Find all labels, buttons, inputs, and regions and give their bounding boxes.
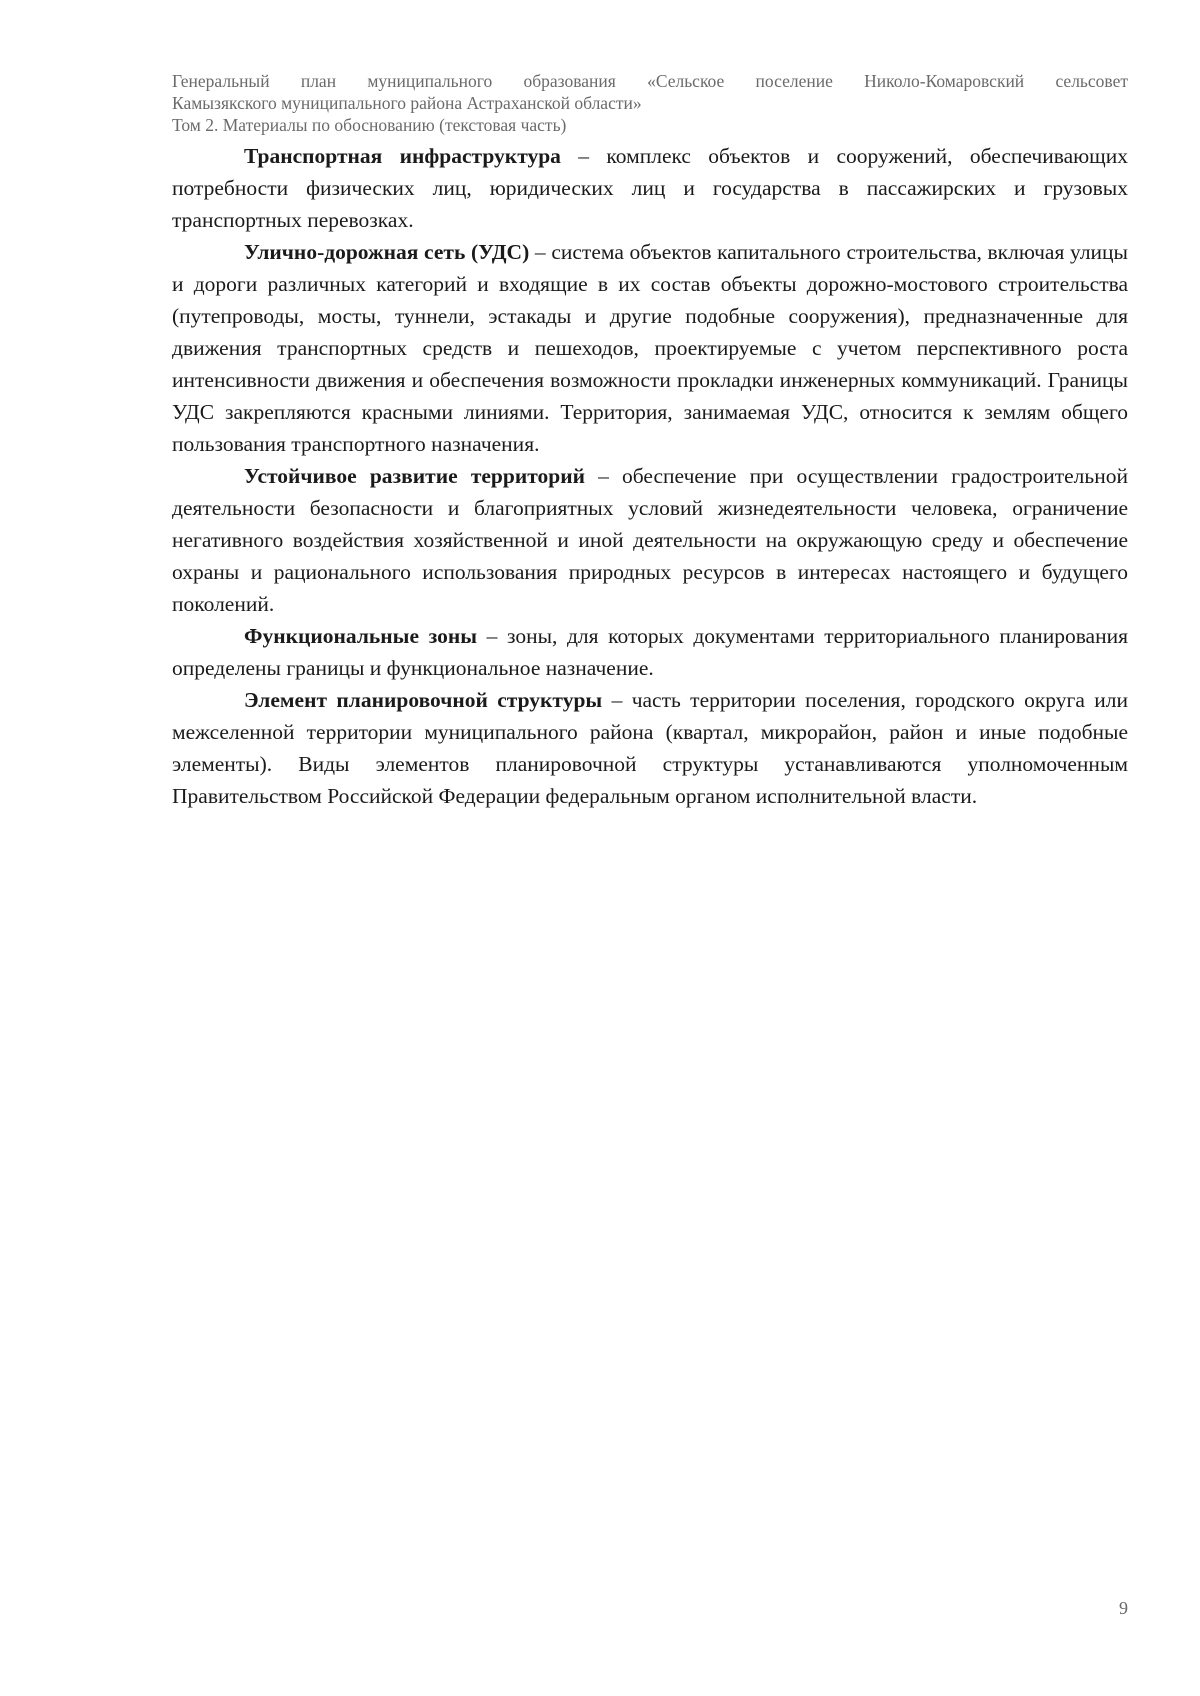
definition-text: – система объектов капитального строительства, включая улицы и дороги различных категорий и входящие в их состав объекты дорожно-мостового строительства (путепроводы, мосты, туннели, эстакады и другие подобные сооружения), предназначенные для движения транспортных средств и пешеходов, проектируемые с учетом перспективного роста интенсивности движения и обеспечения возможности прокладки инженерных коммуникаций. Границы УДС закрепляются красными линиями. Территория, занимаемая УДС, относится к землям общего пользования транспортного назначения. — [172, 240, 1129, 456]
definition-term: Транспортная инфраструктура — [244, 144, 561, 168]
definition-text: – комплекс объектов и сооружений, обеспечивающих потребности физических лиц, юридических лиц и государства в пассажирских и грузовых транспортных перевозках. — [172, 144, 1128, 232]
document-body — [172, 140, 1128, 812]
definition-term: Устойчивое развитие территорий — [244, 464, 585, 488]
page-number: 9 — [1119, 1598, 1128, 1618]
definition-term: Элемент планировочной структуры — [244, 688, 603, 712]
running-header — [172, 70, 1128, 136]
definition-paragraph — [172, 684, 1128, 812]
definition-text: – часть территории поселения, городского округа или межселенной территории муниципального района (квартал, микрорайон, район и иные подобные элементы). Виды элементов планировочной структуры устанавливаются уполномоченным Правительством Российской Федерации федеральным органом исполнительной власти. — [172, 688, 1128, 808]
definition-term: Функциональные зоны — [244, 624, 478, 648]
definition-paragraph — [172, 140, 1128, 236]
definition-paragraph — [172, 460, 1128, 620]
definition-text: – обеспечение при осуществлении градостроительной деятельности безопасности и благоприятных условий жизнедеятельности человека, ограничение негативного воздействия хозяйственной и иной деятельности на окружающую среду и обеспечение охраны и рационального использования природных ресурсов в интересах настоящего и будущего поколений. — [172, 464, 1128, 616]
definition-term: Улично-дорожная сеть (УДС) — [244, 240, 530, 264]
header-line-3: Том 2. Материалы по обоснованию (текстовая часть) — [172, 115, 567, 135]
definition-paragraph — [172, 236, 1128, 460]
header-line-2: Камызякского муниципального района Астраханской области» — [172, 93, 642, 113]
header-line-1: Генеральный план муниципального образования «Сельское поселение Николо-Комаровский сельсовет — [172, 71, 1128, 91]
definition-text: – зоны, для которых документами территориального планирования определены границы и функциональное назначение. — [172, 624, 1129, 680]
definition-paragraph — [172, 620, 1128, 684]
